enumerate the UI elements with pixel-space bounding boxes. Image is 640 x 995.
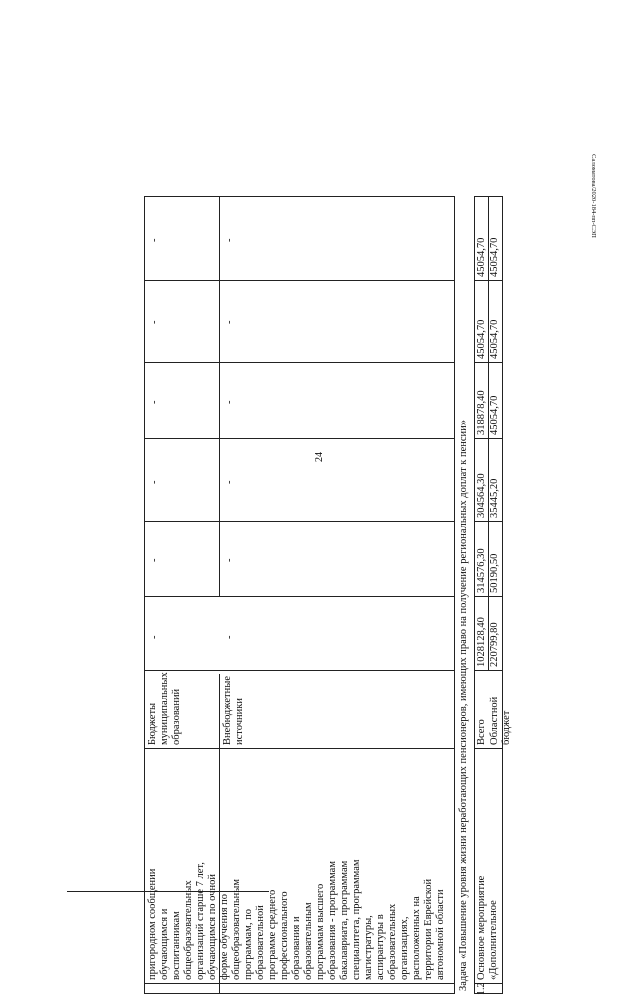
col-line-year-6-1-2 <box>474 196 502 197</box>
row-1-2-source-regional: Областной бюджет <box>489 696 512 745</box>
total-value-year-5: 45054,70 <box>476 237 487 277</box>
col-line-year-1 <box>144 596 454 597</box>
row-1-2-number: 1.2 <box>476 982 487 995</box>
source-municipal: Бюджеты муниципальных образований <box>147 672 182 745</box>
extrabudgetary-value-year-2: - <box>224 480 235 484</box>
col-line-year-3 <box>144 438 454 439</box>
row-1-2-source-total: Всего <box>476 719 487 745</box>
col-line-year-5-1-2 <box>474 280 502 281</box>
document-code: Саломатова/2020-184-пп-СЭП <box>590 154 597 238</box>
total-value-year-2: 304564,30 <box>476 473 487 518</box>
municipal-value-total: - <box>149 635 160 639</box>
col-line-year-2-1-2 <box>474 521 502 522</box>
extrabudgetary-value-total: - <box>224 635 235 639</box>
col-line-year-3-1-2 <box>474 438 502 439</box>
total-value-year-4: 45054,70 <box>476 319 487 359</box>
row-divider-task <box>454 196 455 994</box>
col-line-source <box>144 748 454 749</box>
regional-value-year-1: 50190,50 <box>489 553 500 593</box>
extrabudgetary-value-year-5: - <box>224 238 235 242</box>
col-line-source-1-2 <box>474 748 502 749</box>
values-row-divider <box>219 196 220 597</box>
extrabudgetary-value-year-3: - <box>224 400 235 404</box>
table-bottom-border <box>502 196 503 994</box>
extrabudgetary-value-year-4: - <box>224 320 235 324</box>
municipal-value-year-4: - <box>149 320 160 324</box>
regional-value-total: 220799,80 <box>489 622 500 667</box>
extrabudgetary-value-year-1: - <box>224 558 235 562</box>
regional-value-year-5: 45054,70 <box>489 237 500 277</box>
municipal-value-year-5: - <box>149 238 160 242</box>
col-line-year-5 <box>144 280 454 281</box>
col-line-description <box>144 983 454 984</box>
col-line-year-1-1-2 <box>474 596 502 597</box>
regional-value-year-4: 45054,70 <box>489 319 500 359</box>
regional-value-year-2: 35445,20 <box>489 478 500 518</box>
row-1-2-description: Основное мероприятие «Дополнительное <box>476 875 499 980</box>
measure-description: пригородном сообщении обучающимся и воспитанникам общеобразовательных организаций старше 7 лет, обучающимся по очной форме обучения по общеобразовательным программам, по образовательной программе среднего профессионального образования и образовательным программам высшего образования - программам бакалавриата, программам специалитета, программам магистратуры, аспирантуры в образовательных организациях, расположенных на территории Еврейской автономной области <box>147 859 446 980</box>
municipal-value-year-1: - <box>149 558 160 562</box>
rotated-budget-table <box>124 196 512 995</box>
col-line-total <box>144 670 454 671</box>
col-line-year-4-1-2 <box>474 362 502 363</box>
municipal-value-year-2: - <box>149 480 160 484</box>
col-line-year-2 <box>144 521 454 522</box>
page-number: 24 <box>314 452 325 462</box>
col-line-year-6 <box>144 196 454 197</box>
total-value-total: 1028128,40 <box>476 617 487 667</box>
total-value-year-3: 318878,40 <box>476 390 487 435</box>
col-line-year-4 <box>144 362 454 363</box>
task-heading: Задача «Повышение уровня жизни неработающих пенсионеров, имеющих право на получение региональных доплат к пенсии» <box>458 419 469 991</box>
municipal-value-year-3: - <box>149 400 160 404</box>
total-value-year-1: 314576,30 <box>476 548 487 593</box>
row-divider-1-2 <box>474 196 475 994</box>
regional-value-year-3: 45054,70 <box>489 395 500 435</box>
col-line-number <box>144 993 454 994</box>
source-extrabudgetary: Внебюджетные источники <box>222 676 245 745</box>
table-top-border <box>144 196 145 994</box>
